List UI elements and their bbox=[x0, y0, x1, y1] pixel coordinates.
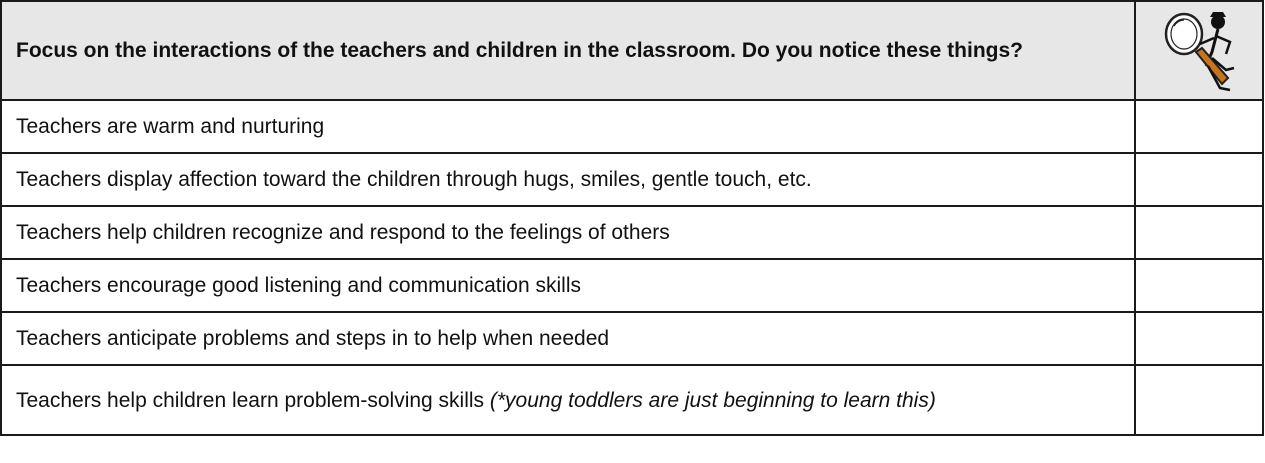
checklist-row bbox=[1, 259, 1263, 312]
checklist-check-cell[interactable] bbox=[1135, 365, 1263, 435]
checklist-item-text: Teachers help children learn problem-solving skills bbox=[16, 388, 490, 412]
checklist-item-note: (*young toddlers are just beginning to learn this) bbox=[489, 388, 936, 412]
checklist-check-cell[interactable] bbox=[1135, 259, 1263, 312]
checklist-check-cell[interactable] bbox=[1135, 153, 1263, 206]
header-icon-cell bbox=[1135, 1, 1263, 100]
checklist-item-text: Teachers help children recognize and respond to the feelings of others bbox=[1, 206, 1135, 259]
checklist-check-cell[interactable] bbox=[1135, 206, 1263, 259]
checklist-header-row bbox=[1, 1, 1263, 100]
checklist-row bbox=[1, 312, 1263, 365]
checklist-check-cell[interactable] bbox=[1135, 100, 1263, 153]
checklist-row bbox=[1, 206, 1263, 259]
checklist-row bbox=[1, 365, 1263, 435]
magnifying-glass-detective-icon bbox=[1160, 8, 1238, 94]
checklist-item-text: Teachers display affection toward the children through hugs, smiles, gentle touch, etc. bbox=[1, 153, 1135, 206]
checklist-check-cell[interactable] bbox=[1135, 312, 1263, 365]
checklist-item-text: Teachers encourage good listening and communication skills bbox=[1, 259, 1135, 312]
checklist-item-text: Teachers are warm and nurturing bbox=[1, 100, 1135, 153]
checklist-item-cell bbox=[1, 365, 1135, 435]
checklist-row bbox=[1, 153, 1263, 206]
checklist-item-text: Teachers anticipate problems and steps in to help when needed bbox=[1, 312, 1135, 365]
checklist-prompt: Focus on the interactions of the teachers and children in the classroom. Do you notice these things? bbox=[1, 1, 1135, 100]
checklist-row bbox=[1, 100, 1263, 153]
